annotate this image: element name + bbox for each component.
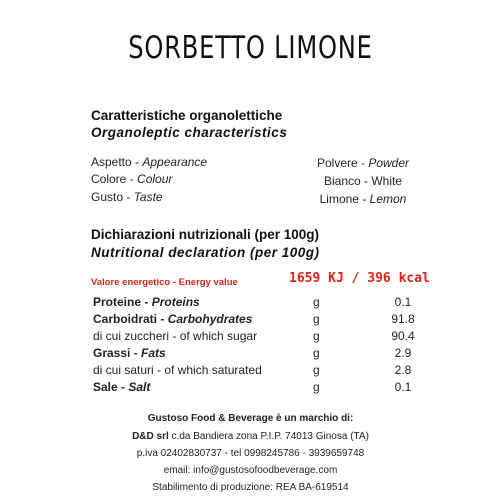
label-en: Fats — [141, 346, 166, 360]
nutrient-unit: g — [313, 312, 320, 326]
label-en: Colour — [137, 172, 173, 186]
organoleptic-row-appearance-label: Aspetto - Appearance — [91, 155, 208, 169]
value-en: Lemon — [369, 192, 407, 206]
nutrient-label: Sale - Salt — [93, 380, 151, 394]
nutrient-label: di cui zuccheri - of which sugar — [93, 329, 258, 343]
footer-registration-line: Stabilimento di produzione: REA BA-619514 — [152, 482, 349, 493]
nutrient-value: 2.9 — [394, 346, 412, 360]
nutrition-row-fats — [93, 346, 423, 363]
nutrient-label: Carboidrati - Carbohydrates — [93, 312, 253, 326]
value-it: Bianco — [323, 174, 361, 188]
organoleptic-row-taste-value: Limone - Lemon — [319, 192, 407, 206]
nutrition-heading-it: Dichiarazioni nutrizionali (per 100g) — [91, 227, 320, 242]
nutrient-value: 91.8 — [391, 312, 415, 326]
value-it: Limone — [319, 192, 359, 206]
nutrient-label: Proteine - Proteins — [93, 295, 200, 309]
organoleptic-row-colour-value: Bianco - White — [323, 174, 403, 188]
label-it: Colore — [91, 172, 127, 186]
organoleptic-row-appearance-value: Polvere - Powder — [316, 156, 410, 170]
nutrient-value: 0.1 — [394, 380, 412, 394]
label-it: Sale — [93, 380, 118, 394]
nutrition-row-saturated — [93, 363, 423, 380]
nutrient-unit: g — [313, 380, 320, 394]
footer-address-line — [0, 431, 501, 442]
organoleptic-heading-en: Organoleptic characteristics — [91, 125, 288, 140]
nutrient-unit: g — [313, 363, 320, 377]
label-it: Aspetto — [91, 155, 132, 169]
label-en: Taste — [133, 190, 163, 204]
value-it: Polvere — [316, 156, 358, 170]
energy-label: Valore energetico - Energy value — [91, 277, 238, 288]
value-en: Powder — [368, 156, 410, 170]
nutrient-value: 90.4 — [391, 329, 415, 343]
nutrition-row-salt — [93, 380, 423, 397]
organoleptic-heading-it: Caratteristiche organolettiche — [91, 108, 283, 123]
nutrient-value: 2.8 — [394, 363, 412, 377]
label-en: Carbohydrates — [167, 312, 253, 326]
label-it: Carboidrati — [93, 312, 158, 326]
nutrition-heading-en: Nutritional declaration (per 100g) — [91, 245, 320, 260]
label-it: Proteine — [93, 295, 142, 309]
footer-contact-line: p.iva 02402830737 - tel 0998245786 - 3939659748 — [136, 448, 365, 459]
nutrient-unit: g — [313, 346, 320, 360]
label-en: Salt — [128, 380, 151, 394]
value-en: White — [371, 174, 403, 188]
company-name: D&D srl — [132, 431, 169, 442]
nutrition-row-proteins — [93, 295, 423, 312]
label-it: Grassi — [93, 346, 131, 360]
nutrient-unit: g — [313, 329, 320, 343]
nutrient-label: di cui saturi - of which saturated — [93, 363, 262, 377]
nutrient-unit: g — [313, 295, 320, 309]
nutrition-row-carbohydrates — [93, 312, 423, 329]
label-en: Appearance — [142, 155, 208, 169]
footer-email-line: email: info@gustosofoodbeverage.com — [163, 465, 338, 476]
energy-value: 1659 KJ / 396 kcal — [289, 271, 430, 286]
company-address: c.da Bandiera zona P.I.P. 74013 Ginosa (TA) — [168, 431, 369, 442]
organoleptic-row-colour-label: Colore - Colour — [91, 172, 173, 186]
label-en: Proteins — [151, 295, 200, 309]
nutrient-label: Grassi - Fats — [93, 346, 166, 360]
organoleptic-row-taste-label: Gusto - Taste — [91, 190, 163, 204]
nutrient-value: 0.1 — [394, 295, 412, 309]
label-it: Gusto — [91, 190, 124, 204]
nutrition-row-sugar — [93, 329, 423, 346]
product-title: SORBETTO LIMONE — [128, 30, 373, 66]
footer-brand-line: Gustoso Food & Beverage è un marchio di: — [147, 413, 354, 424]
